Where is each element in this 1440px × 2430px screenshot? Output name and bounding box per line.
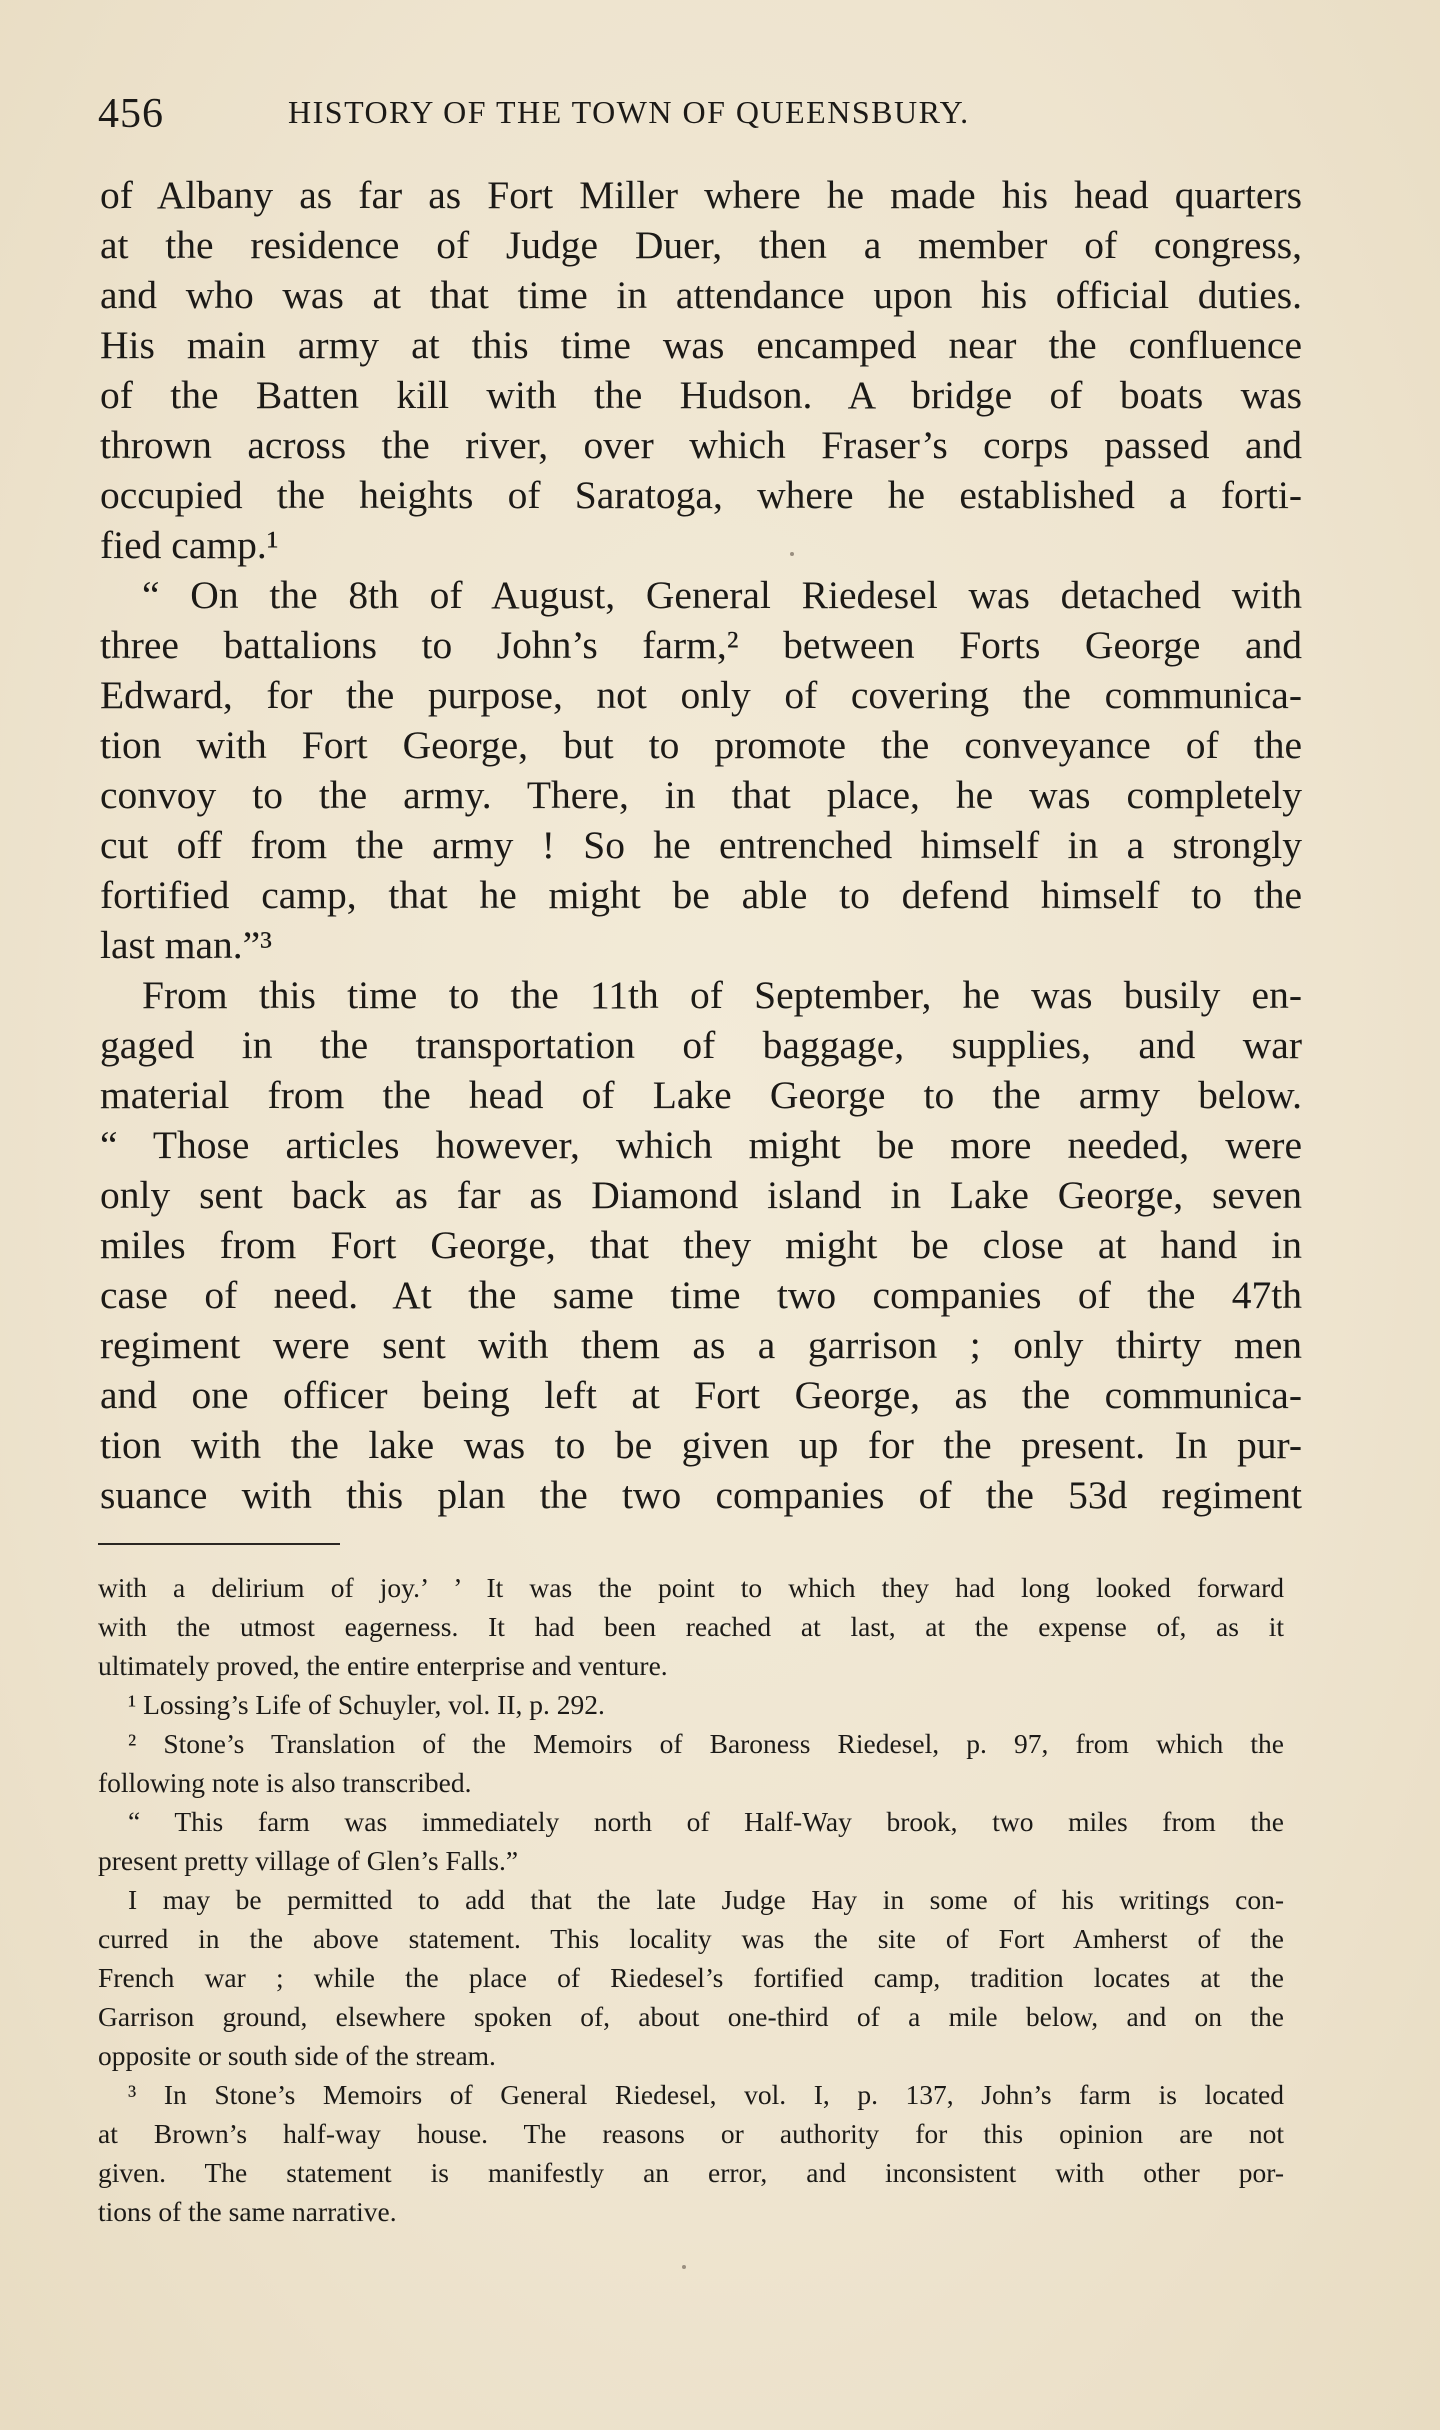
body-line: case of need. At the same time two companies of the 47th	[100, 1273, 1302, 1317]
footnote-line: present pretty village of Glen’s Falls.”	[98, 1845, 519, 1876]
footnote-line: ultimately proved, the entire enterprise and venture.	[98, 1650, 668, 1681]
body-line: at the residence of Judge Duer, then a member of congress,	[100, 223, 1302, 267]
body-line: cut off from the army ! So he entrenched himself in a strongly	[100, 823, 1302, 867]
body-line: gaged in the transportation of baggage, supplies, and war	[100, 1023, 1302, 1067]
main-text	[100, 170, 1302, 1520]
body-line: miles from Fort George, that they might be close at hand in	[100, 1223, 1302, 1267]
body-line: tion with Fort George, but to promote the conveyance of the	[100, 723, 1302, 767]
footnote-line: with a delirium of joy.’ ’ It was the point to which they had long looked forward	[98, 1572, 1284, 1603]
body-line: of the Batten kill with the Hudson. A bridge of boats was	[100, 373, 1302, 417]
paper-speck	[790, 552, 794, 556]
body-line: last man.”³	[100, 923, 272, 967]
body-line: and who was at that time in attendance upon his official duties.	[100, 273, 1302, 317]
footnote-line: ² Stone’s Translation of the Memoirs of Baroness Riedesel, p. 97, from which the	[128, 1728, 1284, 1759]
footnote-line: following note is also transcribed.	[98, 1767, 472, 1798]
footnote-line: French war ; while the place of Riedesel’s fortified camp, tradition locates at the	[98, 1962, 1284, 1993]
body-line: of Albany as far as Fort Miller where he made his head quarters	[100, 173, 1302, 217]
footnote-line: tions of the same narrative.	[98, 2196, 397, 2227]
footnote-line: curred in the above statement. This locality was the site of Fort Amherst of the	[98, 1923, 1284, 1954]
footnote-line: “ This farm was immediately north of Half-Way brook, two miles from the	[128, 1806, 1284, 1837]
body-line: “ Those articles however, which might be more needed, were	[100, 1123, 1302, 1167]
body-line: suance with this plan the two companies of the 53d regiment	[100, 1473, 1302, 1517]
page-header	[98, 78, 1298, 138]
page-number: 456	[98, 91, 164, 137]
footnote-line: at Brown’s half-way house. The reasons or authority for this opinion are not	[98, 2118, 1284, 2149]
body-line: and one officer being left at Fort George, as the communica-	[100, 1373, 1302, 1417]
footnote-line: with the utmost eagerness. It had been reached at last, at the expense of, as it	[98, 1611, 1284, 1642]
body-line: From this time to the 11th of September, he was busily en-	[142, 973, 1302, 1017]
footnote-line: opposite or south side of the stream.	[98, 2040, 496, 2071]
footnote-rule	[98, 1543, 340, 1545]
body-line: tion with the lake was to be given up for the present. In pur-	[100, 1423, 1302, 1467]
footnote-line: Garrison ground, elsewhere spoken of, about one-third of a mile below, and on the	[98, 2001, 1284, 2032]
running-title: HISTORY OF THE TOWN OF QUEENSBURY.	[288, 94, 970, 130]
body-line: Edward, for the purpose, not only of covering the communica-	[100, 673, 1302, 717]
body-line: “ On the 8th of August, General Riedesel was detached with	[142, 573, 1302, 617]
body-line: fortified camp, that he might be able to defend himself to the	[100, 873, 1302, 917]
body-line: His main army at this time was encamped near the confluence	[100, 323, 1302, 367]
footnote-line: I may be permitted to add that the late Judge Hay in some of his writings con-	[128, 1884, 1284, 1915]
body-line: only sent back as far as Diamond island in Lake George, seven	[100, 1173, 1302, 1217]
body-line: convoy to the army. There, in that place, he was completely	[100, 773, 1302, 817]
body-line: thrown across the river, over which Fraser’s corps passed and	[100, 423, 1302, 467]
footnote-line: given. The statement is manifestly an error, and inconsistent with other por-	[98, 2157, 1284, 2188]
body-line: occupied the heights of Saratoga, where he established a forti-	[100, 473, 1302, 517]
body-line: fied camp.¹	[100, 523, 279, 567]
body-line: three battalions to John’s farm,² between Forts George and	[100, 623, 1302, 667]
paper-speck	[682, 2265, 686, 2269]
footnote-line: ¹ Lossing’s Life of Schuyler, vol. II, p. 292.	[128, 1689, 605, 1720]
body-line: material from the head of Lake George to the army below.	[100, 1073, 1302, 1117]
footnotes	[98, 1568, 1284, 2231]
body-line: regiment were sent with them as a garrison ; only thirty men	[100, 1323, 1302, 1367]
footnote-line: ³ In Stone’s Memoirs of General Riedesel, vol. I, p. 137, John’s farm is located	[128, 2079, 1284, 2110]
